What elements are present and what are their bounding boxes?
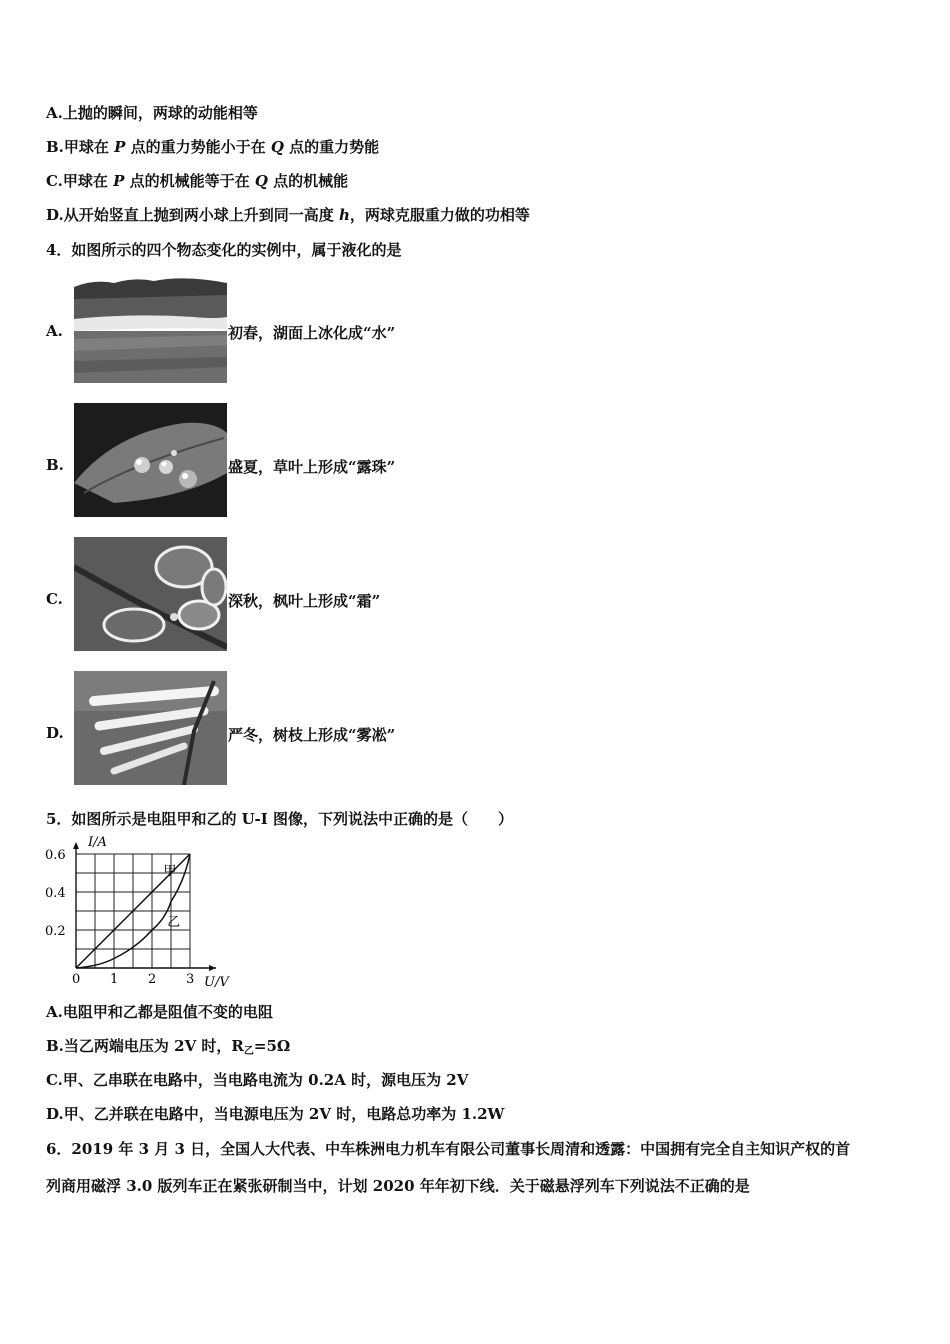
q4-option-c-caption: 深秋，枫叶上形成“霜” (228, 592, 381, 610)
x-tick-label: 0 (72, 972, 81, 987)
q5-option-d: D.甲、乙并联在电路中，当电源电压为 2V 时，电路总功率为 1.2W (46, 1105, 505, 1123)
q6-line-2: 列商用磁浮 3.0 版列车正在紧张研制当中，计划 2020 年年初下线．关于磁悬浮列车下列说法不正确的是 (46, 1177, 750, 1195)
frost-on-maple-leaf-photo (74, 537, 227, 651)
q4-option-d-caption: 严冬，树枝上形成“雾凇” (228, 726, 396, 744)
y-axis-arrow (73, 842, 79, 849)
q5-option-a: A.电阻甲和乙都是阻值不变的电阻 (46, 1003, 273, 1021)
x-tick-label: 3 (186, 972, 195, 987)
q4-option-b-caption: 盛夏，草叶上形成“露珠” (228, 458, 396, 476)
q3-option-c: C.甲球在 P 点的机械能等于在 Q 点的机械能 (46, 172, 349, 190)
q4-option-a-caption: 初春，湖面上冰化成“水” (228, 324, 396, 342)
q3-option-a: A.上抛的瞬间，两球的动能相等 (46, 104, 258, 122)
series-label-yi: 乙 (167, 915, 181, 931)
rime-on-branch-photo (74, 671, 227, 785)
series-label-jia: 甲 (163, 863, 177, 879)
q5-stem: 5．如图所示是电阻甲和乙的 U-I 图像，下列说法中正确的是（ ） (46, 810, 513, 828)
q4-option-d-label: D. (46, 724, 64, 742)
q6-line-1: 6．2019 年 3 月 3 日，全国人大代表、中车株洲电力机车有限公司董事长周清和透露：中国拥有完全自主知识产权的首 (46, 1140, 851, 1158)
q3-option-d: D.从开始竖直上抛到两小球上升到同一高度 h，两球克服重力做的功相等 (46, 206, 530, 224)
q5-option-c: C.甲、乙串联在电路中，当电路电流为 0.2A 时，源电压为 2V (46, 1071, 469, 1089)
y-tick-label: 0.6 (45, 848, 66, 863)
u-i-graph (42, 836, 232, 988)
x-axis-arrow (209, 965, 216, 971)
y-tick-label: 0.4 (45, 886, 66, 901)
dew-on-leaf-photo (74, 403, 227, 517)
q4-option-a-label: A. (46, 322, 63, 340)
x-tick-label: 1 (110, 972, 119, 987)
x-tick-label: 2 (148, 972, 157, 987)
y-tick-label: 0.2 (45, 924, 66, 939)
frozen-lake-photo (74, 269, 227, 383)
q4-option-b-label: B. (46, 456, 64, 474)
q3-option-b: B.甲球在 P 点的重力势能小于在 Q 点的重力势能 (46, 138, 380, 156)
q4-option-c-label: C. (46, 590, 63, 608)
y-axis-label: I/A (88, 836, 107, 850)
x-axis-label: U/V (204, 975, 229, 988)
q5-option-b: B.当乙两端电压为 2V 时，$R_乙=5\Omega$ (46, 1037, 291, 1057)
q4-stem: 4．如图所示的四个物态变化的实例中，属于液化的是 (46, 241, 402, 259)
